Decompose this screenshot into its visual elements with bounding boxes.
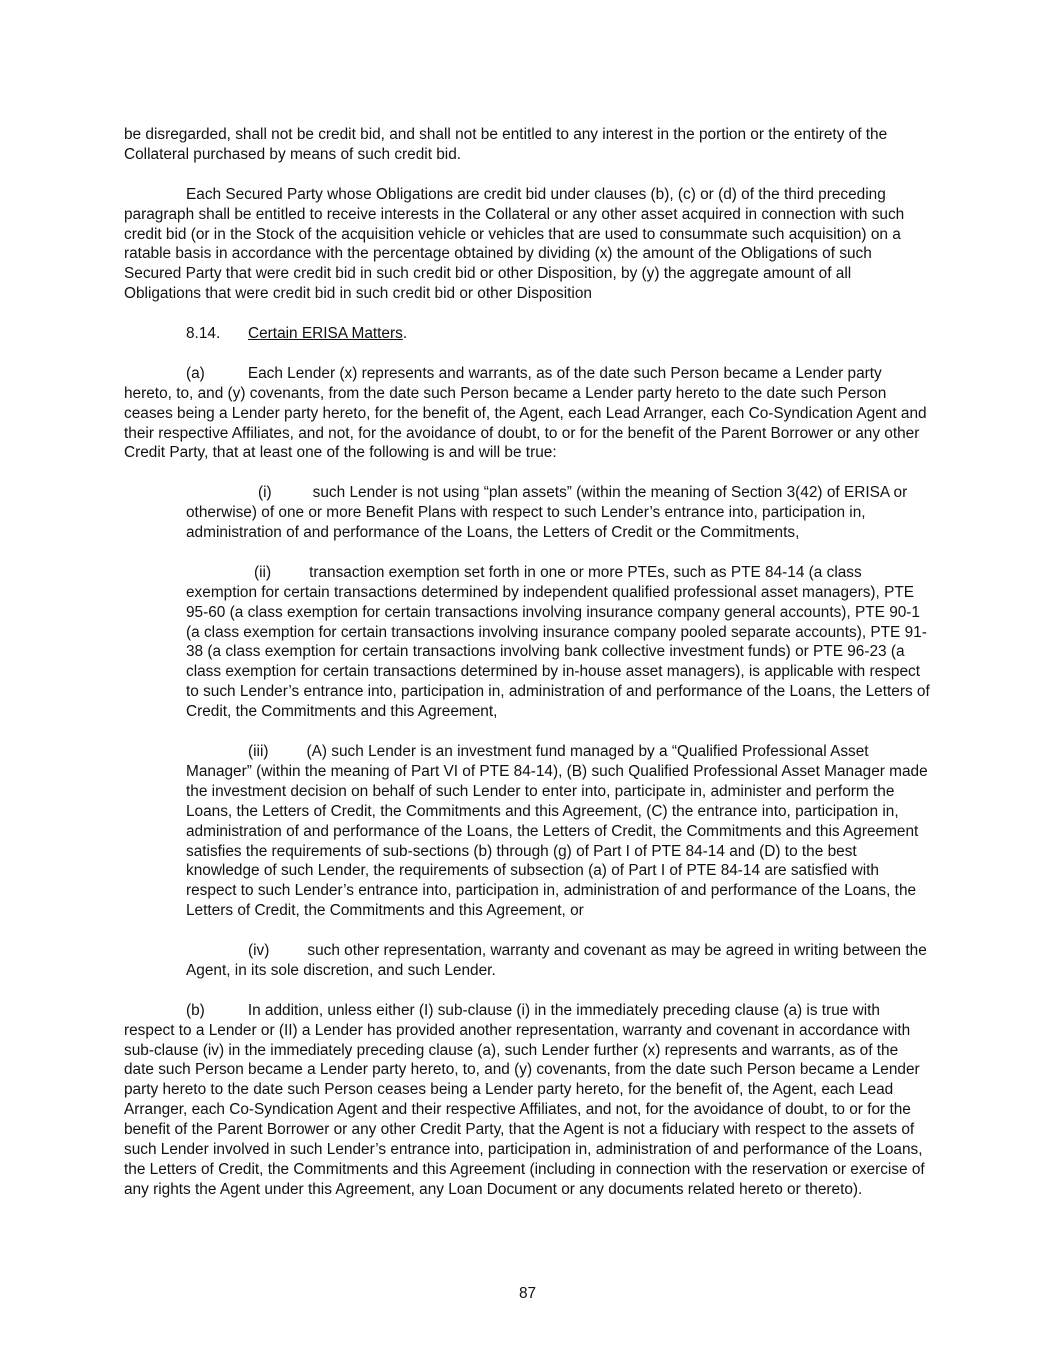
subclause-iii-label: (iii) [248, 743, 269, 760]
page-number: 87 [518, 1285, 537, 1302]
clause-b-text: In addition, unless either (I) sub-clause (i) in the immediately preceding clause (a) is true with respect to a Lender or (II) a Lender has provided another representation, warranty and covenant in accordance with sub-clause (iv) in the immediately preceding clause (a), such Lender further (x) represents and warrants, as of the date such Person became a Lender party hereto, to, and (y) covenants, from the date such Person became a Lender party hereto to the date such Person ceases being a Lender party hereto, for the benefit of, the Agent, each Lead Arranger, each Co-Syndication Agent and their respective Affiliates, and not, for the avoidance of doubt, to or for the benefit of the Parent Borrower or any other Credit Party, that the Agent is not a fiduciary with respect to the assets of such Lender involved in such Lender’s entrance into, participation in, administration of and performance of the Loans, the Letters of Credit, the Commitments and this Agreement (including in connection with the reservation or exercise of any rights the Agent under this Agreement, any Loan Document or any documents related hereto or thereto). [124, 1001, 925, 1198]
clause-a [124, 364, 932, 464]
subclause-ii-text: transaction exemption set forth in one or more PTEs, such as PTE 84-14 (a class exemption for certain transactions determined by independent qualified professional asset managers), PTE 95-60 (a class exemption for certain transactions involving insurance company general accounts), PTE 90-1 (a class exemption for certain transactions involving insurance company pooled separate accounts), PTE 91-38 (a class exemption for certain transactions involving bank collective investment funds) or PTE 96-23 (a class exemption for certain transactions determined by in-house asset managers), is applicable with respect to such Lender’s entrance into, participation in, administration of and performance of the Loans, the Letters of Credit, the Commitments and this Agreement, [186, 563, 930, 721]
paragraph-continuation: be disregarded, shall not be credit bid, and shall not be entitled to any interest in the portion or the entirety of the Collateral purchased by means of such credit bid. [124, 126, 888, 163]
clause-a-label: (a) [186, 364, 205, 382]
document-page [124, 125, 932, 1220]
subclause-iii [186, 742, 932, 921]
clause-b-label: (b) [186, 1001, 205, 1019]
section-title-suffix: . [402, 325, 408, 343]
subclause-i-text: such Lender is not using “plan assets” (within the meaning of Section 3(42) of ERISA or otherwise) of one or more Benefit Plans with respect to such Lender’s entrance into, participation in, administration of and performance of the Loans, the Letters of Credit or the Commitments, [186, 484, 908, 542]
subclause-ii [186, 563, 932, 722]
paragraph-secured-party: Each Secured Party whose Obligations are credit bid under clauses (b), (c) or (d) of the third preceding paragraph shall be entitled to receive interests in the Collateral or any other asset acquired in connection with such credit bid (or in the Stock of the acquisition vehicle or vehicles that are used to consummate such acquisition) on a ratable basis in accordance with the percentage obtained by dividing (x) the amount of the Obligations of such Secured Party that were credit bid in such credit bid or other Disposition, by (y) the aggregate amount of all Obligations that were credit bid in such credit bid or other Disposition [124, 185, 905, 303]
clause-b [124, 1001, 932, 1200]
section-heading [186, 324, 932, 344]
subclause-iv-label: (iv) [248, 942, 270, 960]
subclause-i-label: (i) [258, 484, 272, 502]
clause-a-text: Each Lender (x) represents and warrants, as of the date such Person became a Lender party hereto, to, and (y) covenants, from the date such Person became a Lender party hereto to the date such Person ceases being a Lender party hereto, for the benefit of, the Agent, each Lead Arranger, each Co-Syndication Agent and their respective Affiliates, and not, for the avoidance of doubt, to or for the benefit of the Parent Borrower or any other Credit Party, that at least one of the following is and will be true: [124, 364, 927, 462]
subclause-i [186, 483, 932, 543]
section-number: 8.14. [186, 325, 221, 343]
subclause-iv-text: such other representation, warranty and covenant as may be agreed in writing between the Agent, in its sole discretion, and such Lender. [186, 942, 927, 979]
subclause-ii-label: (ii) [254, 563, 272, 581]
subclause-iv [186, 941, 932, 981]
section-title: Certain ERISA Matters [248, 325, 403, 343]
subclause-iii-text: (A) such Lender is an investment fund managed by a “Qualified Professional Asset Manager” (within the meaning of Part VI of PTE 84-14), (B) such Qualified Professional Asset Manager made the investment decision on behalf of such Lender to enter into, participate in, administer and perform the Loans, the Letters of Credit, the Commitments and this Agreement, (C) the entrance into, participation in, administration of and performance of the Loans, the Letters of Credit, the Commitments and this Agreement satisfies the requirements of sub-sections (b) through (g) of Part I of PTE 84-14 and (D) to the best knowledge of such Lender, the requirements of subsection (a) of Part I of PTE 84-14 are satisfied with respect to such Lender’s entrance into, participation in, administration of and performance of the Loans, the Letters of Credit, the Commitments and this Agreement, or [186, 743, 928, 920]
